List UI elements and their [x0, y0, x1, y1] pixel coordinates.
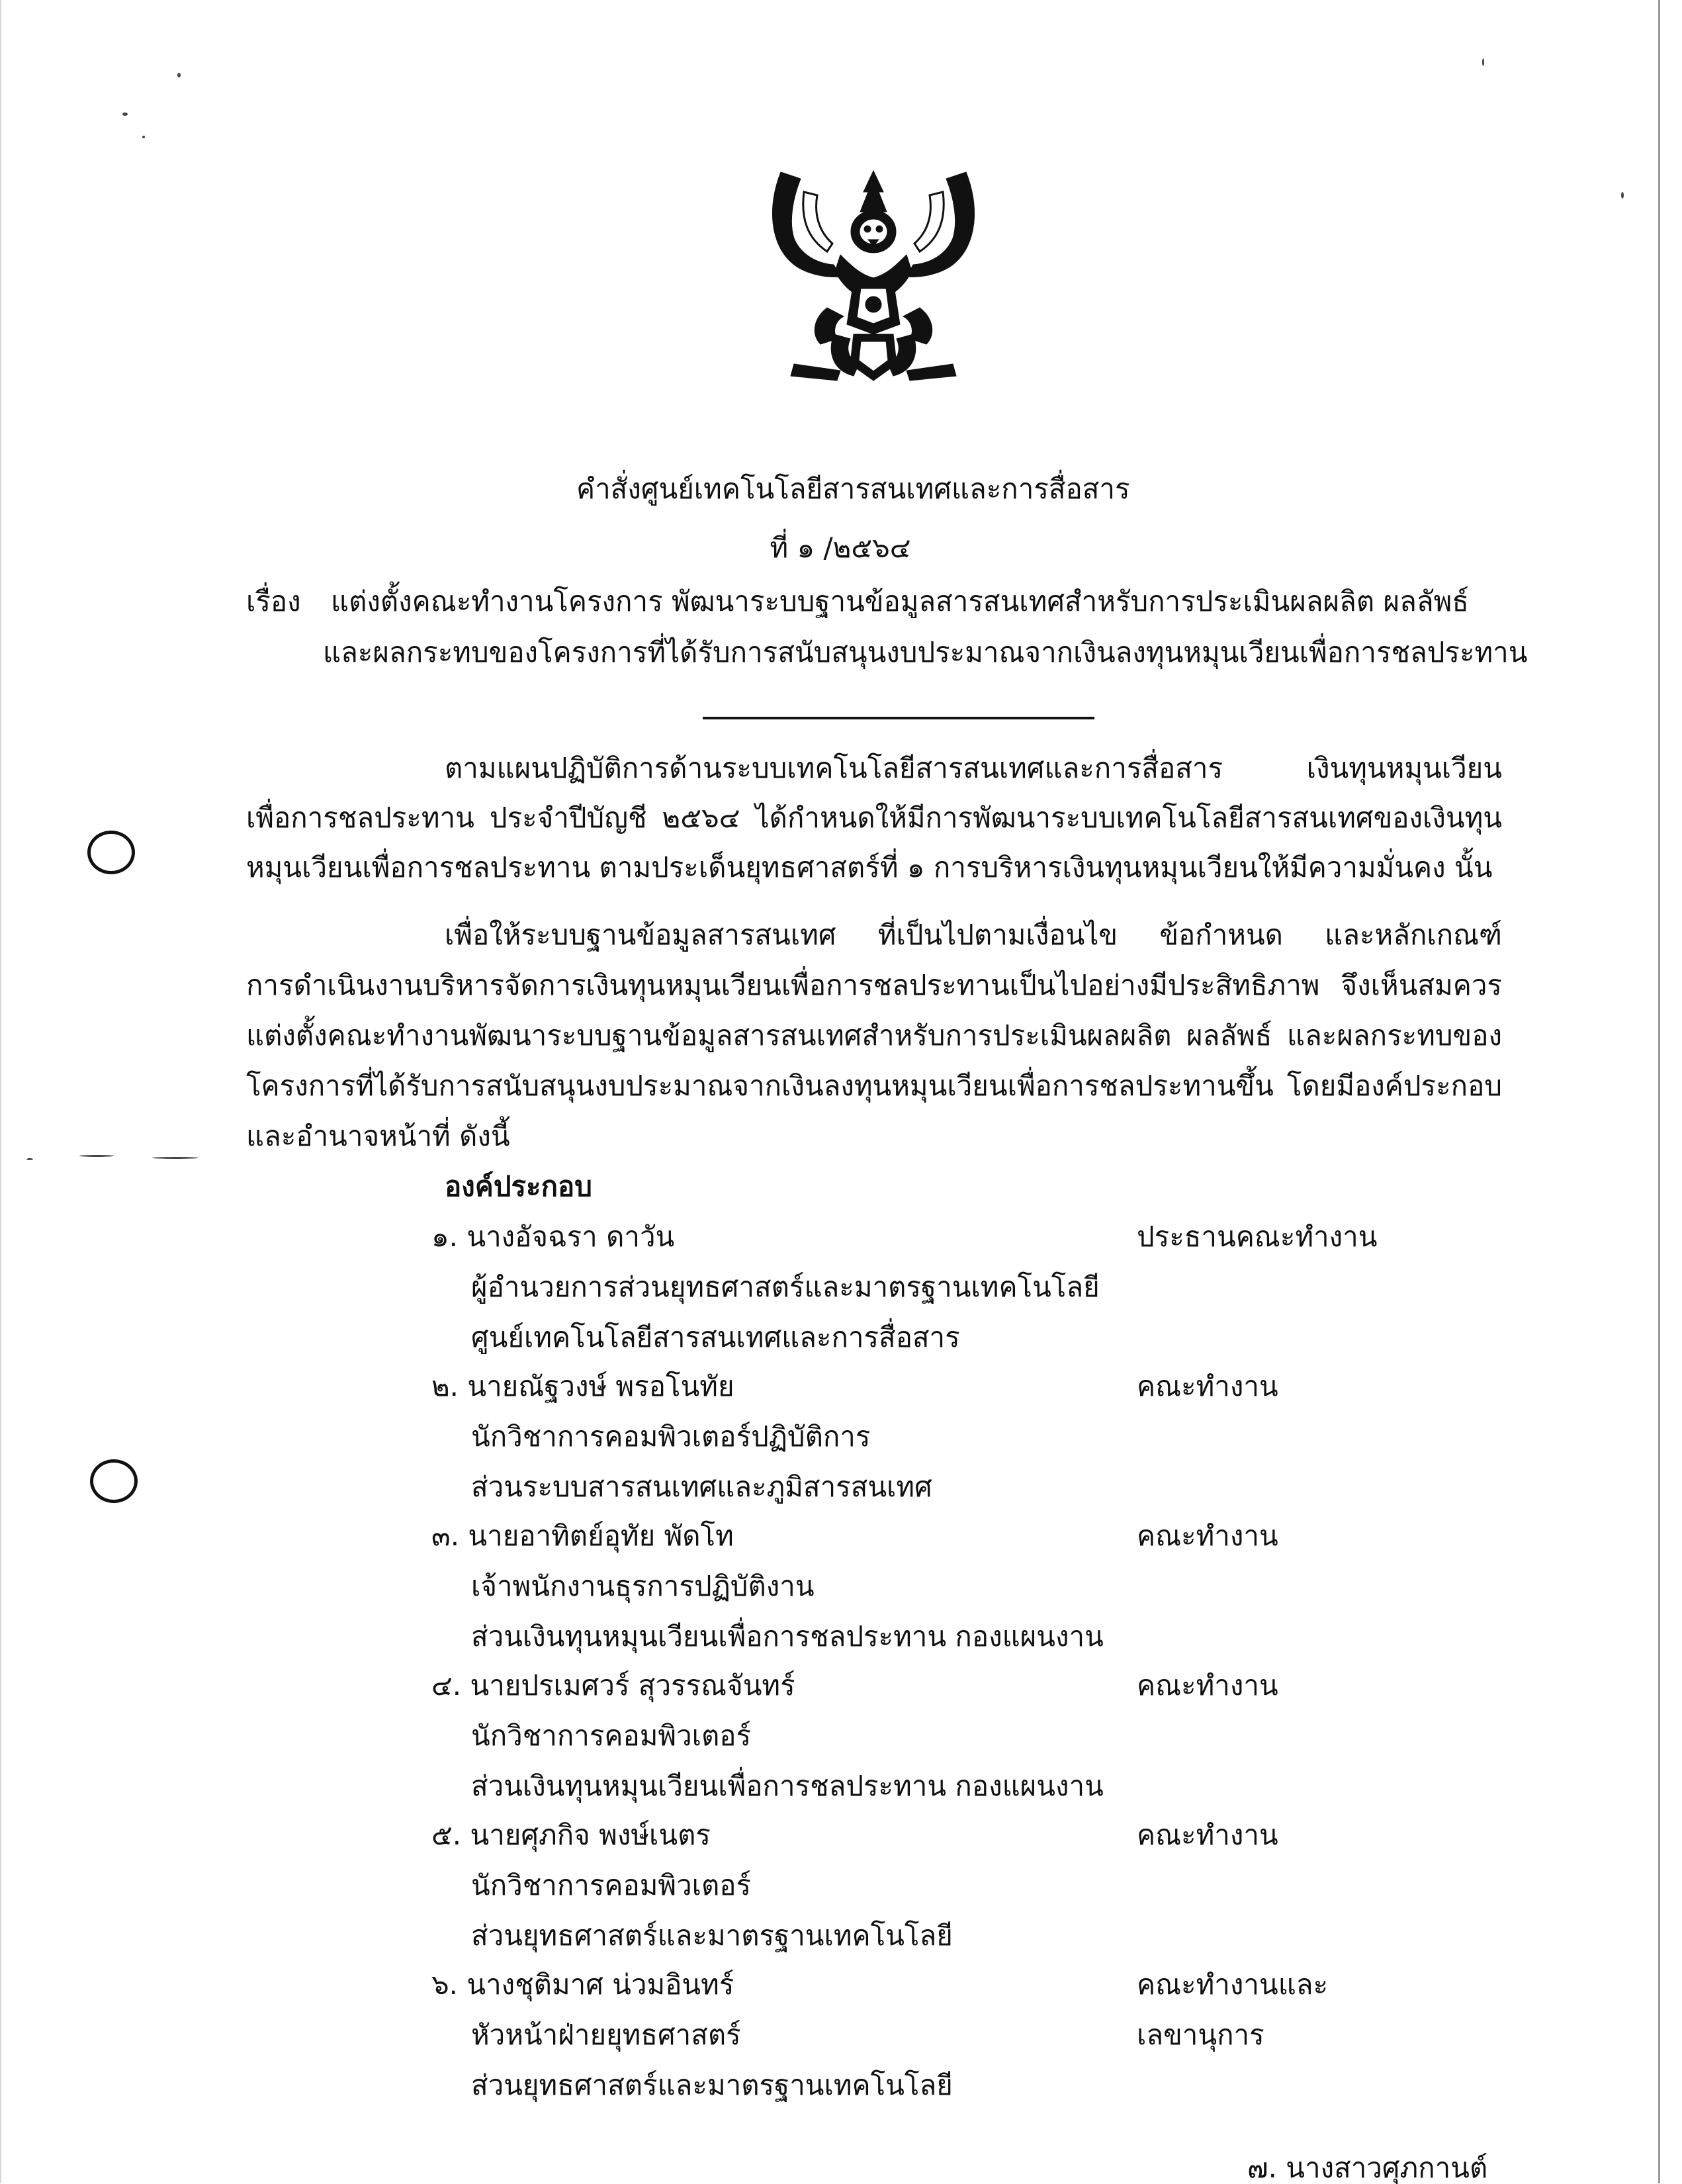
punch-hole-top — [87, 831, 135, 874]
member-position: นักวิชาการคอมพิวเตอร์ปฏิบัติการ — [471, 1420, 871, 1453]
para1-line-2: เพื่อการชลประทาน ประจำปีบัญชี ๒๕๖๔ ได้กำหนดให้มีการพัฒนาระบบเทคโนโลยีสารสนเทศของเงินทุน — [246, 801, 1502, 834]
page-continuation: ๗. นางสาวศุภกานต์ — [1247, 2152, 1488, 2184]
para2-line-1: เพื่อให้ระบบฐานข้อมูลสารสนเทศ ที่เป็นไปตามเงื่อนไข ข้อกำหนด และหลักเกณฑ์ — [445, 919, 1502, 951]
composition-heading: องค์ประกอบ — [445, 1170, 592, 1203]
header-divider — [703, 717, 1094, 719]
member-role: ประธานคณะทำงาน — [1137, 1220, 1378, 1253]
para2-line-2: การดำเนินงานบริหารจัดการเงินทุนหมุนเวียนเพื่อการชลประทานเป็นไปอย่างมีประสิทธิภาพ จึงเห็นสมควร — [246, 969, 1502, 1001]
member-position: ผู้อำนวยการส่วนยุทธศาสตร์และมาตรฐานเทคโนโลยี — [471, 1271, 1100, 1303]
scan-speck — [1482, 58, 1484, 66]
para2-line-3: แต่งตั้งคณะทำงานพัฒนาระบบฐานข้อมูลสารสนเทศสำหรับการประเมินผลผลิต ผลลัพธ์ และผลกระทบของ — [246, 1019, 1502, 1052]
scan-speck — [79, 1155, 114, 1157]
scan-right-edge — [1658, 0, 1660, 2183]
member-role: คณะทำงาน — [1137, 1520, 1278, 1552]
member-role: คณะทำงาน — [1137, 1370, 1278, 1402]
member-unit: ส่วนเงินทุนหมุนเวียนเพื่อการชลประทาน กองแผนงาน — [471, 1770, 1104, 1802]
member-unit: ส่วนยุทธศาสตร์และมาตรฐานเทคโนโลยี — [471, 2069, 953, 2101]
scan-speck — [122, 113, 128, 116]
member-name: ๑. นางอัจฉรา ดาวัน — [431, 1220, 675, 1253]
member-position: นักวิชาการคอมพิวเตอร์ — [471, 1869, 752, 1901]
para2-line-5: และอำนาจหน้าที่ ดังนี้ — [246, 1120, 510, 1152]
member-unit: ส่วนระบบสารสนเทศและภูมิสารสนเทศ — [471, 1471, 932, 1503]
scan-speck — [152, 1157, 199, 1159]
member-role: คณะทำงานและ — [1137, 1968, 1329, 2001]
member-role: คณะทำงาน — [1137, 1819, 1278, 1851]
member-role: คณะทำงาน — [1137, 1669, 1278, 1702]
member-role-continued: เลขานุการ — [1137, 2019, 1264, 2051]
member-name: ๔. นายปรเมศวร์ สุวรรณจันทร์ — [431, 1669, 795, 1702]
member-name: ๒. นายณัฐวงษ์ พรอโนทัย — [431, 1370, 734, 1402]
member-unit: ส่วนเงินทุนหมุนเวียนเพื่อการชลประทาน กองแผนงาน — [471, 1620, 1104, 1653]
member-position: เจ้าพนักงานธุรการปฏิบัติงาน — [471, 1570, 815, 1602]
member-name: ๖. นางชุติมาศ น่วมอินทร์ — [431, 1968, 734, 2001]
order-number: ที่ ๑ /๒๕๖๔ — [770, 531, 911, 564]
order-title: คำสั่งศูนย์เทคโนโลยีสารสนเทศและการสื่อสาร — [576, 473, 1130, 505]
para1-line-3: หมุนเวียนเพื่อการชลประทาน ตามประเด็นยุทธศาสตร์ที่ ๑ การบริหารเงินทุนหมุนเวียนให้มีความมั่นคง นั้น — [246, 851, 1493, 884]
scan-speck — [26, 1158, 33, 1160]
member-unit: ศูนย์เทคโนโลยีสารสนเทศและการสื่อสาร — [471, 1321, 960, 1353]
subject-line-2: และผลกระทบของโครงการที่ได้รับการสนับสนุนงบประมาณจากเงินลงทุนหมุนเวียนเพื่อการชลประทาน — [323, 636, 1528, 668]
scan-speck — [177, 73, 181, 77]
member-name: ๕. นายศุภกิจ พงษ์เนตร — [431, 1819, 711, 1851]
scan-speck — [1621, 192, 1624, 199]
subject-line-1: แต่งตั้งคณะทำงานโครงการ พัฒนาระบบฐานข้อมูลสารสนเทศสำหรับการประเมินผลผลิต ผลลัพธ์ — [331, 585, 1469, 617]
para2-line-4: โครงการที่ได้รับการสนับสนุนงบประมาณจากเงินลงทุนหมุนเวียนเพื่อการชลประทานขึ้น โดยมีองค์ประกอบ — [246, 1069, 1502, 1102]
punch-hole-bottom — [90, 1459, 138, 1503]
member-position: นักวิชาการคอมพิวเตอร์ — [471, 1719, 752, 1752]
garuda-emblem-icon — [754, 165, 993, 390]
member-position: หัวหน้าฝ่ายยุทธศาสตร์ — [471, 2019, 741, 2051]
subject-label: เรื่อง — [246, 585, 301, 617]
scan-speck — [142, 136, 145, 138]
scan-left-edge — [0, 0, 1, 2183]
para1-line-1: ตามแผนปฏิบัติการด้านระบบเทคโนโลยีสารสนเทศและการสื่อสาร เงินทุนหมุนเวียน — [445, 752, 1502, 784]
member-name: ๓. นายอาทิตย์อุทัย พัดโท — [431, 1520, 734, 1552]
member-unit: ส่วนยุทธศาสตร์และมาตรฐานเทคโนโลยี — [471, 1919, 953, 1952]
